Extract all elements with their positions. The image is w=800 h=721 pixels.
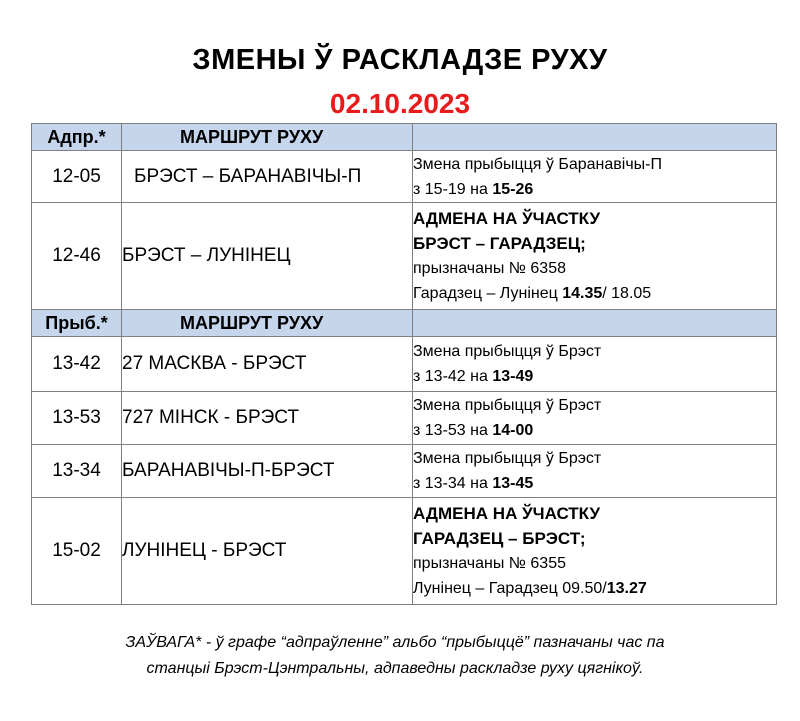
note-line: Змена прыбыцця ў Баранавічы-П [413,155,662,173]
change-note [413,498,777,605]
schedule-table [31,123,777,605]
table-row [32,203,777,310]
departure-time: 12-05 [32,151,122,203]
footnote-line: станцыі Брэст-Цэнтральны, адпаведны раскладзе руху цягнікоў. [146,660,644,677]
route-name: БРЭСТ – БАРАНАВІЧЫ-П [122,151,413,203]
page-title: ЗМЕНЫ Ў РАСКЛАДЗЕ РУХУ [192,44,608,76]
note-line: з 13-53 на 14-00 [413,422,534,439]
change-note [413,151,777,203]
footnote-line: ЗАЎВАГА* - ў графе “адпраўленне” альбо “прыбыццё” пазначаны час па [125,634,665,651]
arrival-time: 13-53 [32,392,122,445]
new-time: 13.27 [606,580,647,597]
change-note [413,445,777,498]
footnote [40,630,750,682]
note-line: з 15-19 на 15-26 [413,180,534,198]
change-note [413,392,777,445]
note-line: Змена прыбыцця ў Брэст [413,343,602,360]
arrivals-header-row [32,310,777,337]
table-row [32,337,777,392]
route-name: БРЭСТ – ЛУНІНЕЦ [122,203,413,310]
cancellation-line: БРЭСТ – ГАРАДЗЕЦ; [413,234,586,253]
note-line: Змена прыбыцця ў Брэст [413,397,602,414]
note-line: Гарадзец – Лунінец 14.35/ 18.05 [413,285,652,302]
schedule-date: 02.10.2023 [329,88,471,119]
note-line: прызначаны № 6355 [413,555,566,572]
new-time: 14-00 [492,422,534,439]
new-time: 13-49 [492,368,534,385]
arrival-time: 13-42 [32,337,122,392]
note-line: Лунінец – Гарадзец 09.50/13.27 [413,580,647,597]
note-line: прызначаны № 6358 [413,260,566,277]
cancellation-line: АДМЕНА НА ЎЧАСТКУ [413,209,601,228]
note-line: з 13-34 на 13-45 [413,475,534,492]
table-row [32,498,777,605]
departures-header-row [32,124,777,151]
new-time: 14.35 [562,285,603,302]
new-time: 15-26 [492,180,534,198]
arrival-time: 13-34 [32,445,122,498]
departure-time: 12-46 [32,203,122,310]
table-row [32,445,777,498]
change-note [413,203,777,310]
new-time: 13-45 [492,475,534,492]
table-row [32,151,777,203]
departure-column-header: Адпр.* [32,124,122,151]
route-column-header: МАРШРУТ РУХУ [122,310,413,337]
route-name: ЛУНІНЕЦ - БРЭСТ [122,498,413,605]
note-column-header [413,124,777,151]
table-row [32,392,777,445]
route-name: БАРАНАВІЧЫ-П-БРЭСТ [122,445,413,498]
route-name: 27 МАСКВА - БРЭСТ [122,337,413,392]
arrival-column-header: Прыб.* [32,310,122,337]
route-name: 727 МІНСК - БРЭСТ [122,392,413,445]
note-column-header [413,310,777,337]
note-line: з 13-42 на 13-49 [413,368,534,385]
route-column-header: МАРШРУТ РУХУ [122,124,413,151]
arrival-time: 15-02 [32,498,122,605]
cancellation-line: ГАРАДЗЕЦ – БРЭСТ; [413,529,586,548]
cancellation-line: АДМЕНА НА ЎЧАСТКУ [413,504,601,523]
note-line: Змена прыбыцця ў Брэст [413,450,602,467]
change-note [413,337,777,392]
